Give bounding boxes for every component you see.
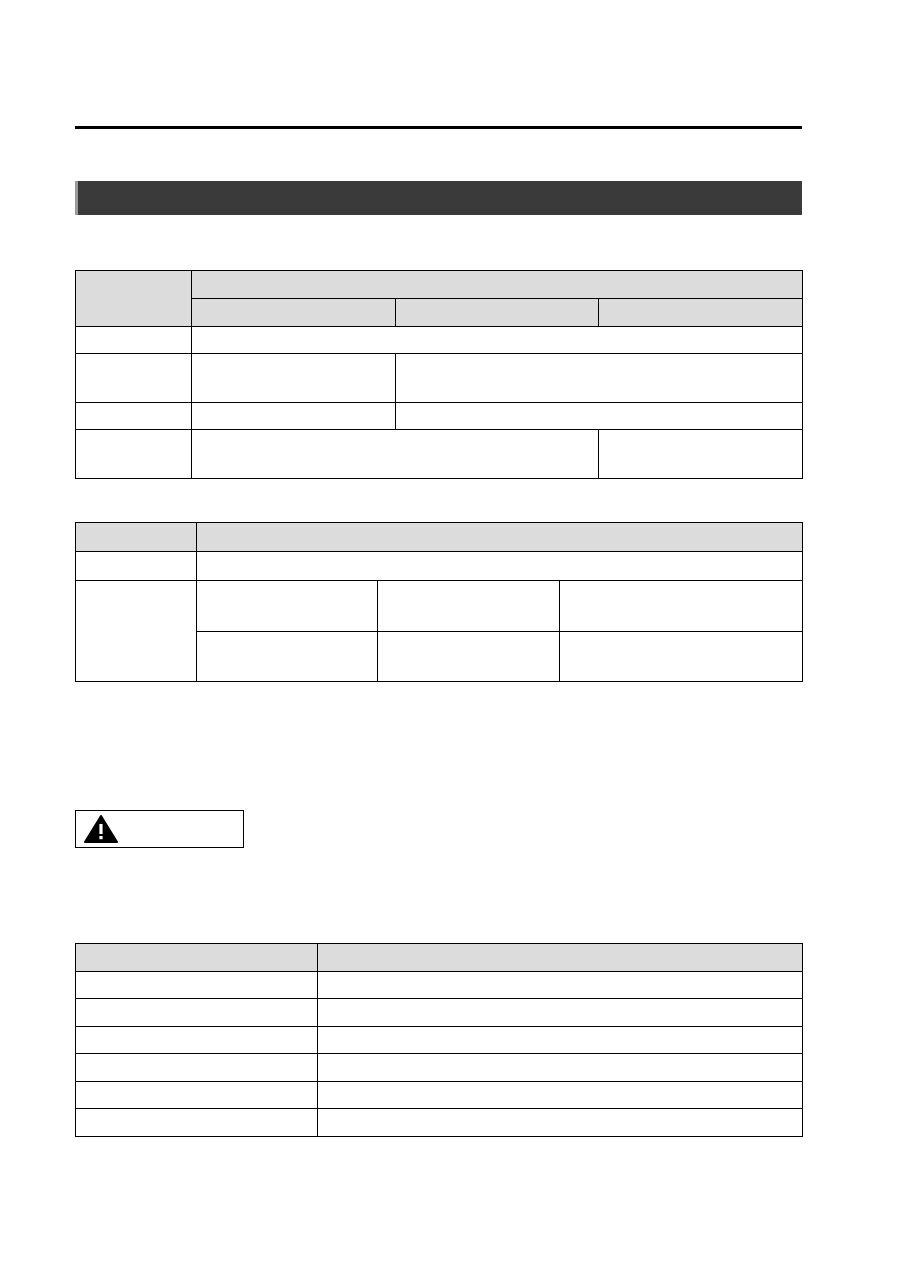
- spec-table-2: [75, 522, 803, 682]
- table-row: [76, 271, 803, 299]
- table-cell: [318, 1027, 803, 1054]
- table-cell: [378, 581, 560, 632]
- table-cell: [76, 1082, 318, 1109]
- table-header-cell: [192, 299, 396, 327]
- table-header-cell: [192, 271, 803, 299]
- table-cell: [76, 581, 197, 682]
- table-cell: [560, 581, 803, 632]
- table-cell: [192, 354, 396, 403]
- warning-triangle-icon: [84, 814, 118, 844]
- table-cell: [76, 999, 318, 1027]
- table-row: [76, 523, 803, 552]
- section-title-bar: [75, 181, 802, 215]
- table-cell: [76, 430, 192, 479]
- table-cell: [192, 430, 599, 479]
- table-cell: [76, 1109, 318, 1137]
- table-cell: [76, 327, 192, 354]
- table-row: [76, 972, 803, 999]
- table-cell: [76, 1027, 318, 1054]
- table-header-cell: [197, 523, 803, 552]
- table-row: [76, 999, 803, 1027]
- table-cell: [318, 1082, 803, 1109]
- header-rule: [75, 126, 802, 129]
- table-row: [76, 403, 803, 430]
- table-cell: [560, 632, 803, 682]
- table-cell: [378, 632, 560, 682]
- table-row: [76, 1054, 803, 1082]
- table-cell: [197, 581, 378, 632]
- spec-table-1: [75, 270, 803, 479]
- table-header-cell: [76, 944, 318, 972]
- table-row: [76, 581, 803, 632]
- table-header-cell: [396, 299, 599, 327]
- table-row: [76, 1082, 803, 1109]
- table-cell: [76, 972, 318, 999]
- table-row: [76, 430, 803, 479]
- table-cell: [396, 354, 803, 403]
- table-header-cell: [599, 299, 803, 327]
- table-cell: [197, 552, 803, 581]
- table-cell: [76, 1054, 318, 1082]
- table-cell: [396, 403, 803, 430]
- table-header-cell: [76, 523, 197, 552]
- table-row: [76, 1109, 803, 1137]
- table-cell: [197, 632, 378, 682]
- warning-label-box: [75, 810, 244, 848]
- table-cell: [318, 972, 803, 999]
- table-cell: [192, 327, 803, 354]
- spec-table-3: [75, 943, 803, 1137]
- table-cell: [318, 1054, 803, 1082]
- table-row: [76, 944, 803, 972]
- table-cell: [318, 1109, 803, 1137]
- table-cell: [192, 403, 396, 430]
- table-cell: [76, 354, 192, 403]
- table-header-cell: [318, 944, 803, 972]
- table-cell: [76, 403, 192, 430]
- table-row: [76, 327, 803, 354]
- table-header-cell: [76, 271, 192, 327]
- table-row: [76, 354, 803, 403]
- table-row: [76, 1027, 803, 1054]
- table-cell: [76, 552, 197, 581]
- table-row: [76, 552, 803, 581]
- table-cell: [599, 430, 803, 479]
- table-cell: [318, 999, 803, 1027]
